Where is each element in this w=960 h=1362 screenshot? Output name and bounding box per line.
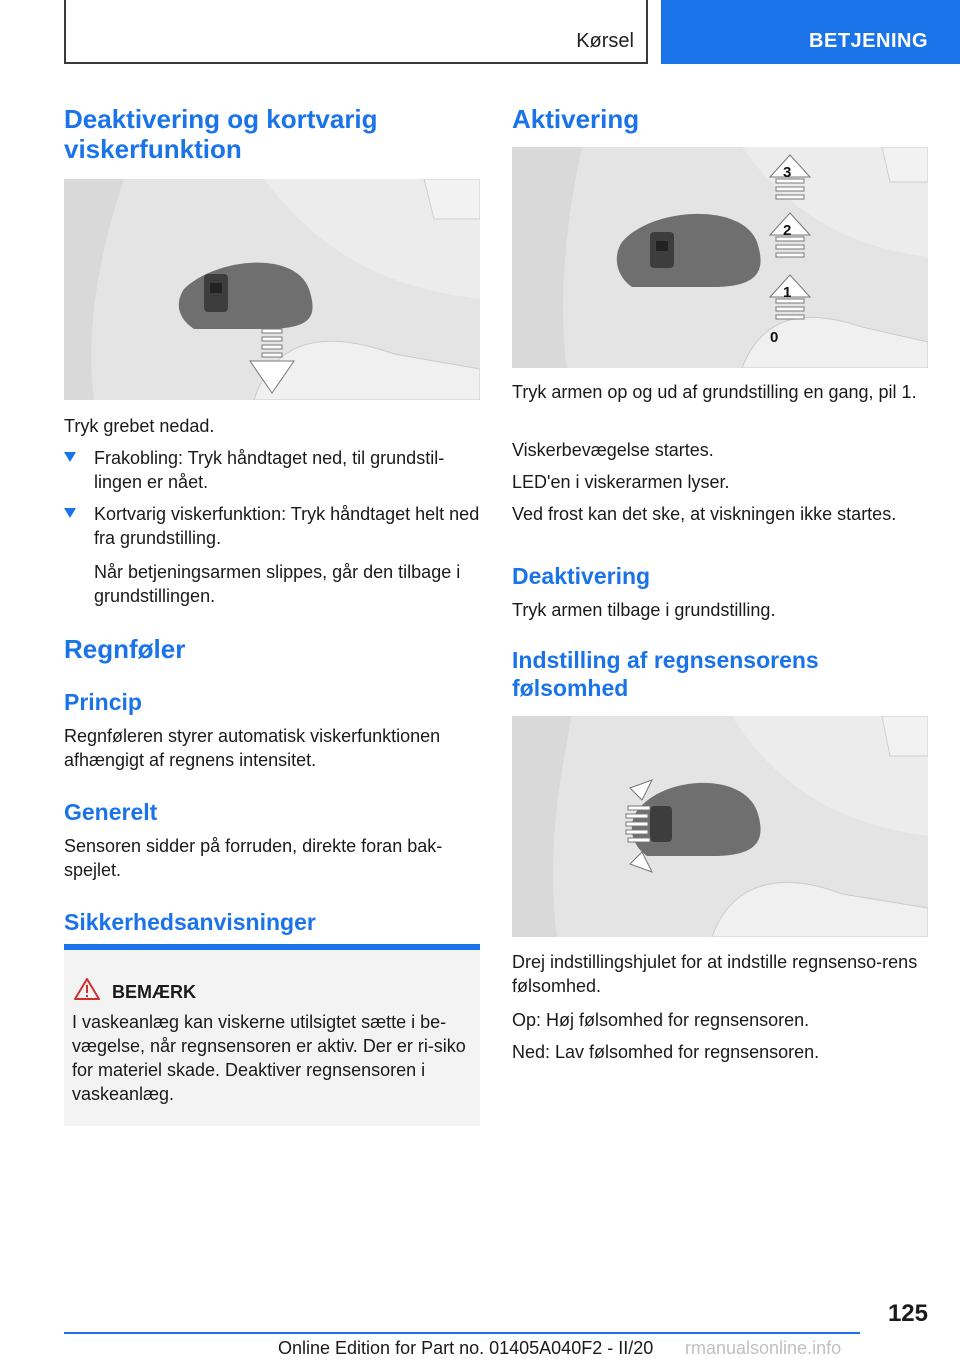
header-chapter-tab (661, 0, 960, 64)
activation-text-3: LED'en i viskerarmen lyser. (512, 472, 730, 492)
heading-general: Generelt (64, 799, 158, 825)
activation-text-1: Tryk armen op og ud af grundstilling en gang, pil 1. (512, 382, 917, 402)
header-section-label: Kørsel (576, 30, 634, 52)
sensitivity-text-1: Drej indstillingshjulet for at indstille regnsenso-rens følsomhed. (512, 952, 918, 996)
image-sensitivity-wheel (512, 716, 928, 937)
heading-sensitivity: Indstilling af regnsensorens følsomhed (512, 647, 819, 701)
level-label-1: 1 (783, 284, 792, 301)
warning-icon (74, 978, 100, 1000)
list-item-text: Kortvarig viskerfunktion: Tryk håndtaget helt ned fra grundstilling. (94, 504, 480, 548)
note-title: BEMÆRK (112, 982, 196, 1002)
heading-safety: Sikkerhedsanvisninger (64, 909, 316, 935)
activation-text-4: Ved frost kan det ske, at viskningen ikke startes. (512, 504, 897, 524)
image-wiper-lever-down (64, 179, 480, 400)
note-box (64, 944, 480, 1126)
bullet-triangle-icon (64, 508, 76, 518)
footer-edition: Online Edition for Part no. 01405A040F2 - II/20 (278, 1338, 654, 1358)
deactivation-text: Tryk armen tilbage i grundstilling. (512, 600, 776, 620)
list-item (64, 446, 480, 496)
list-item-text: Frakobling: Tryk håndtaget ned, til grundstil-lingen er nået. (94, 448, 445, 492)
bullet-triangle-icon (64, 452, 76, 462)
level-label-3: 3 (783, 164, 792, 181)
list-item (64, 502, 480, 552)
heading-rain-sensor: Regnføler (64, 634, 186, 664)
caption-press-lever-down: Tryk grebet nedad. (64, 416, 215, 436)
sensitivity-text-3: Ned: Lav følsomhed for regnsensoren. (512, 1042, 820, 1062)
heading-activation: Aktivering (512, 104, 640, 134)
footer-watermark: rmanualsonline.info (685, 1338, 842, 1358)
level-label-2: 2 (783, 222, 792, 239)
image-wiper-lever-up (512, 147, 928, 368)
heading-deactivation-short-wipe: Deaktivering og kortvarig viskerfunktion (64, 104, 378, 164)
note-text: I vaskeanlæg kan viskerne utilsigtet sætte i be-vægelse, når regnsensoren er aktiv. Der er ri-siko for materiel skade. Deaktiver regnsensoren i vaskeanlæg. (72, 1012, 466, 1104)
general-text: Sensoren sidder på forruden, direkte foran bak-spejlet. (64, 836, 443, 880)
level-label-0: 0 (770, 329, 779, 346)
principle-text: Regnføleren styrer automatisk viskerfunktionen afhængigt af regnens intensitet. (64, 726, 441, 770)
bullet-note-text: Når betjeningsarmen slippes, går den tilbage i grundstillingen. (94, 562, 461, 606)
page-number: 125 (887, 1300, 928, 1327)
header-chapter-label: BETJENING (809, 30, 928, 52)
activation-text-2: Viskerbevægelse startes. (512, 440, 714, 460)
heading-deactivation: Deaktivering (512, 563, 651, 589)
header-section-box (64, 0, 648, 64)
footer-divider (64, 1332, 860, 1334)
heading-principle: Princip (64, 689, 142, 715)
sensitivity-text-2: Op: Høj følsomhed for regnsensoren. (512, 1010, 810, 1030)
